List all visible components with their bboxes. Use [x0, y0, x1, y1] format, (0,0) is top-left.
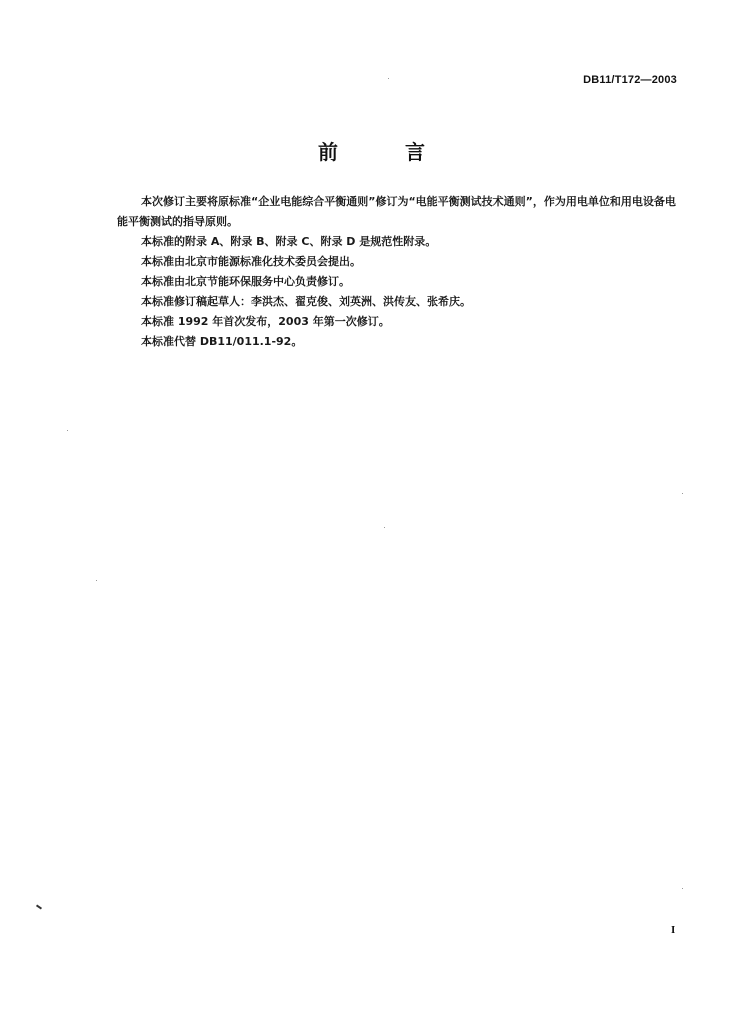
paragraph: 本标准由北京市能源标准化技术委员会提出。: [141, 255, 361, 268]
scan-speck: [682, 888, 683, 889]
scan-speck: [67, 430, 68, 431]
scan-speck: [388, 78, 389, 79]
paragraph: 本次修订主要将原标准“企业电能综合平衡通则”修订为“电能平衡测试技术通则”，作为用电单位和用电设备电能平衡测试的指导原则。: [117, 195, 676, 228]
foreword-body: [117, 192, 679, 352]
scan-speck: [96, 580, 97, 581]
paragraph: 本标准的附录 A、附录 B、附录 C、附录 D 是规范性附录。: [141, 235, 437, 248]
page-title: 前 言: [318, 140, 455, 164]
paragraph: 本标准由北京节能环保服务中心负责修订。: [141, 275, 350, 288]
scan-mark: [36, 904, 42, 909]
standard-code: DB11/T172—2003: [583, 74, 677, 86]
paragraph: 本标准修订稿起草人：李洪杰、翟克俊、刘英洲、洪传友、张希庆。: [141, 295, 471, 308]
page-number: I: [671, 924, 676, 936]
paragraph: 本标准 1992 年首次发布，2003 年第一次修订。: [141, 315, 390, 328]
scan-speck: [384, 527, 385, 528]
paragraph: 本标准代替 DB11/011.1-92。: [141, 335, 303, 348]
scan-speck: [682, 493, 683, 494]
